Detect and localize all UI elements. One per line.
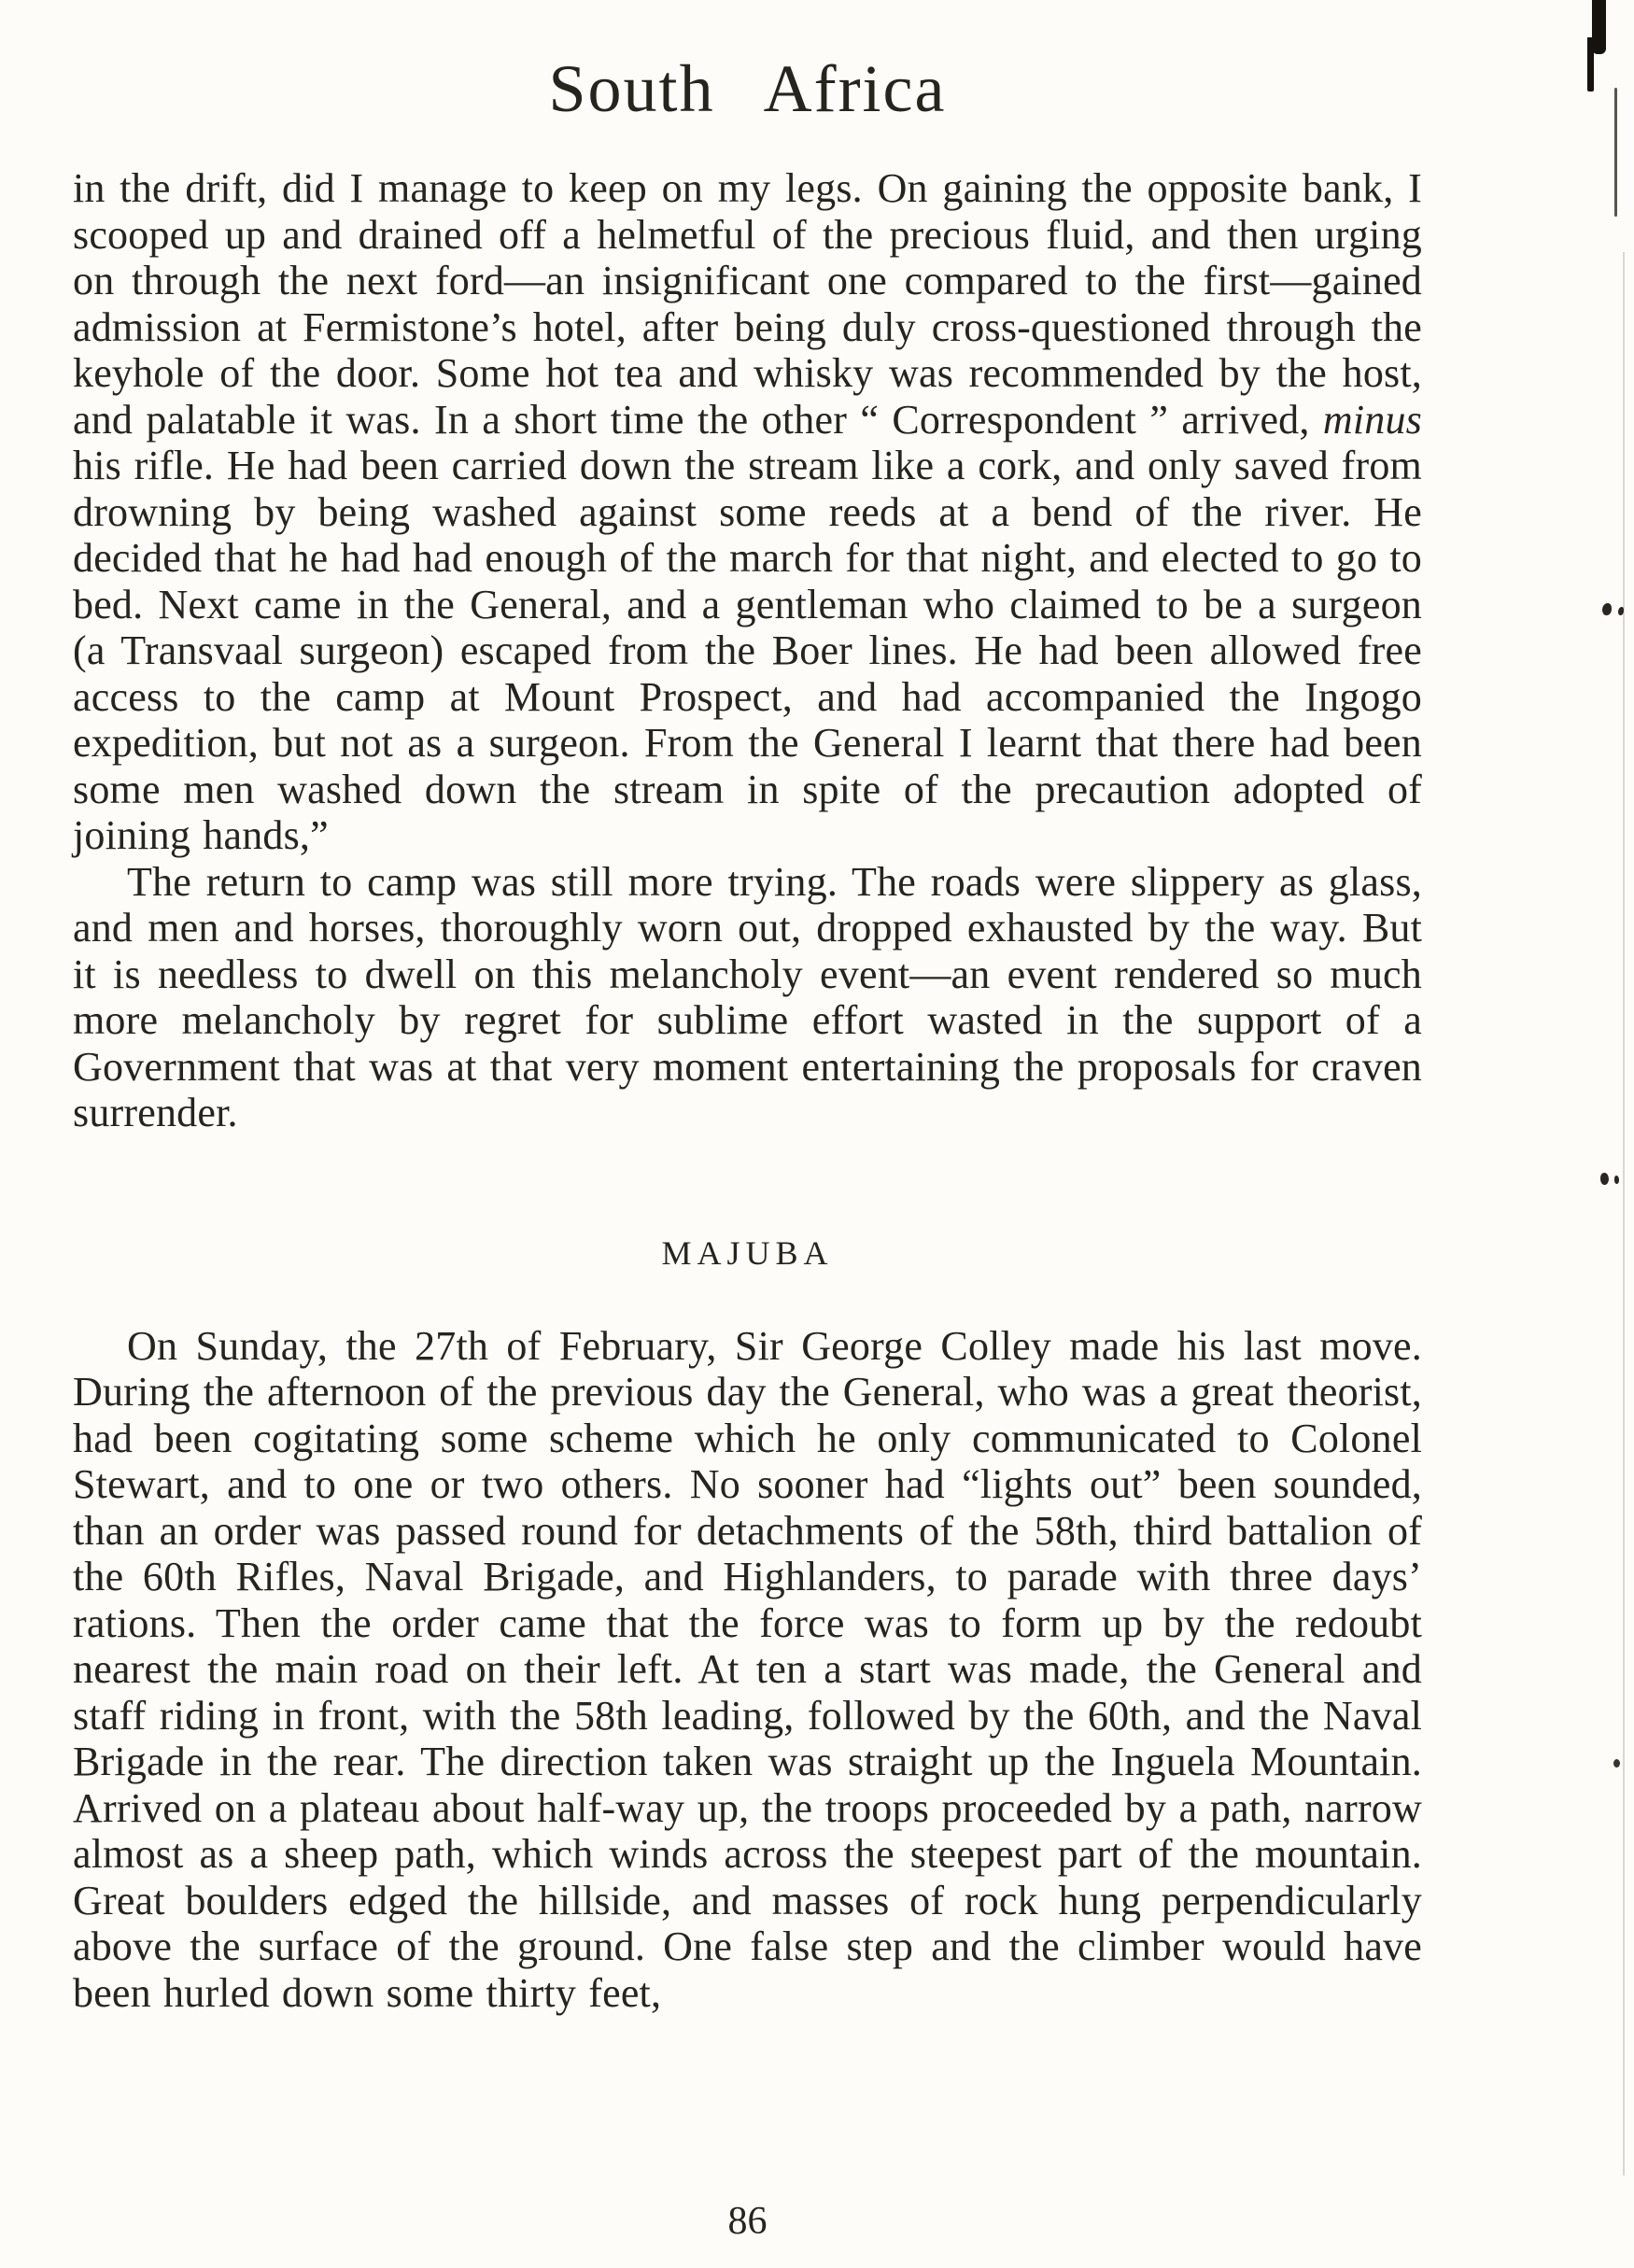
paragraph-run-italic: minus — [1322, 396, 1422, 443]
paragraph-run: The return to camp was still more trying. The roads were slippery as glass, and men and horses, thoroughly worn out, dropped exhausted by the way. But it is needless to dwell on this melancholy event—an event rendered so much more melancholy by regret for sublime effort wasted in the support of a Government that was at that very moment entertaining the proposals for craven surrender. — [73, 858, 1422, 1135]
page-title: South Africa — [548, 51, 947, 126]
paragraph-run: his rifle. He had been carried down the stream like a cork, and only saved from drowning by being washed against some reeds at a bend of the river. He decided that he had had enough of the march for that night, and elected to go to bed. Next came in the General, and a gentleman who claimed to be a surgeon (a Transvaal surgeon) escaped from the Boer lines. He had been allowed free access to the camp at Mount Prospect, and had accompanied the Ingogo expedition, but not as a surgeon. From the General I learnt that there had been some men washed down the stream in spite of the precaution adopted of joining hands,” — [73, 443, 1422, 858]
page-number: 86 — [727, 2200, 768, 2243]
paragraph-run: On Sunday, the 27th of February, Sir George Colley made his last move. During the afternoon of the previous day the General, who was a great theorist, had been cogitating some scheme which he only communicated to Colonel Stewart, and to one or two others. No sooner had “lights out” been sounded, than an order was passed round for detachments of the 58th, third battalion of the 60th Rifles, Naval Brigade, and Highlanders, to parade with three days’ rations. Then the order came that the force was to form up by the redoubt nearest the main road on their left. At ten a start was made, the General and staff riding in front, with the 58th leading, followed by the 60th, and the Naval Brigade in the rear. The direction taken was straight up the Inguela Mountain. Arrived on a plateau about half-way up, the troops proceeded by a path, narrow almost as a sheep path, which winds across the steepest part of the mountain. Great boulders edged the hillside, and masses of rock hung perpendicularly above the surface of the ground. One false step and the climber would have been hurled down some thirty feet, — [73, 1322, 1422, 2016]
ink-speck-lower — [1613, 1759, 1620, 1768]
ink-speck-middle — [1600, 1173, 1609, 1185]
paragraph — [73, 859, 1422, 1136]
ink-speck-upper — [1602, 603, 1612, 615]
page-edge-line — [1623, 252, 1625, 2176]
paragraph-run: in the drift, did I manage to keep on my legs. On gaining the opposite bank, I scooped up and drained off a helmetful of the precious fluid, and then urging on through the next ford—an insignificant one compared to the first—gained admission at Fermistone’s hotel, after being duly cross-questioned through the keyhole of the door. Some hot tea and whisky was recommended by the host, and palatable it was. In a short time the other “ Correspondent ” arrived, — [73, 165, 1422, 443]
ink-mark-top-right — [1592, 0, 1606, 54]
paragraph — [73, 165, 1422, 859]
ink-stroke-right-margin — [1614, 88, 1617, 217]
section-heading: MAJUBA — [661, 1233, 834, 1272]
page-content — [73, 0, 1422, 2016]
text-block-before-heading — [73, 165, 1422, 1136]
text-block-after-heading — [73, 1323, 1422, 2017]
paragraph — [73, 1323, 1422, 2017]
